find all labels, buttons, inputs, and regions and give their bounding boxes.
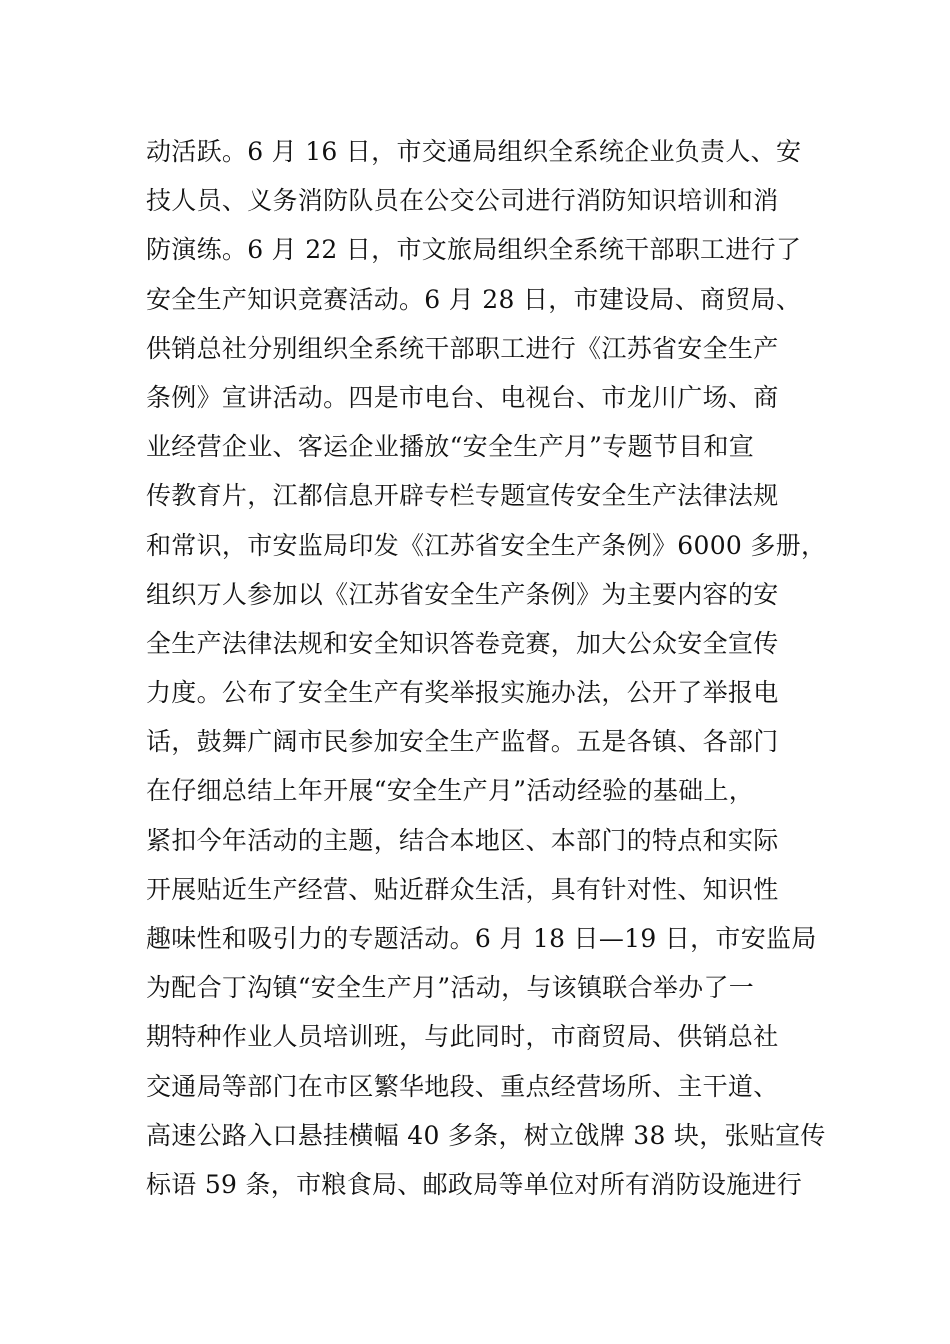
text-line: 条例》宣讲活动。四是市电台、电视台、市龙川广场、商	[146, 382, 779, 412]
text-line: 在仔细总结上年开展“安全生产月”活动经验的基础上，	[146, 776, 755, 806]
text-line: 高速公路入口悬挂横幅 40 多条，树立戗牌 38 块，张贴宣传	[146, 1120, 826, 1150]
text-line: 安全生产知识竞赛活动。6 月 28 日，市建设局、商贸局、	[146, 284, 802, 314]
text-line: 防演练。6 月 22 日，市文旅局组织全系统干部职工进行了	[146, 235, 802, 265]
text-line: 紧扣今年活动的主题，结合本地区、本部门的特点和实际	[146, 825, 779, 855]
text-line: 标语 59 条，市粮食局、邮政局等单位对所有消防设施进行	[146, 1169, 803, 1199]
text-line: 力度。公布了安全生产有奖举报实施办法，公开了举报电	[146, 678, 779, 708]
text-line: 组织万人参加以《江苏省安全生产条例》为主要内容的安	[146, 579, 779, 609]
body-text	[146, 127, 827, 1209]
text-line: 业经营企业、客运企业播放“安全生产月”专题节目和宣	[146, 432, 755, 462]
text-line: 传教育片，江都信息开辟专栏专题宣传安全生产法律法规	[146, 481, 779, 511]
text-line: 供销总社分别组织全系统干部职工进行《江苏省安全生产	[146, 333, 779, 363]
text-line: 开展贴近生产经营、贴近群众生活，具有针对性、知识性	[146, 874, 779, 904]
text-line: 全生产法律法规和安全知识答卷竞赛，加大公众安全宣传	[146, 628, 779, 658]
text-line: 期特种作业人员培训班，与此同时，市商贸局、供销总社	[146, 1022, 779, 1052]
text-line: 交通局等部门在市区繁华地段、重点经营场所、主干道、	[146, 1071, 779, 1101]
text-line: 动活跃。6 月 16 日，市交通局组织全系统企业负责人、安	[146, 137, 802, 166]
text-line: 为配合丁沟镇“安全生产月”活动，与该镇联合举办了一	[146, 973, 755, 1003]
text-line: 趣味性和吸引力的专题活动。6 月 18 日—19 日，市安监局	[146, 924, 817, 953]
text-line: 话，鼓舞广阔市民参加安全生产监督。五是各镇、各部门	[146, 727, 779, 757]
text-line: 和常识，市安监局印发《江苏省安全生产条例》6000 多册，	[146, 530, 827, 560]
text-line: 技人员、义务消防队员在公交公司进行消防知识培训和消	[146, 186, 779, 216]
